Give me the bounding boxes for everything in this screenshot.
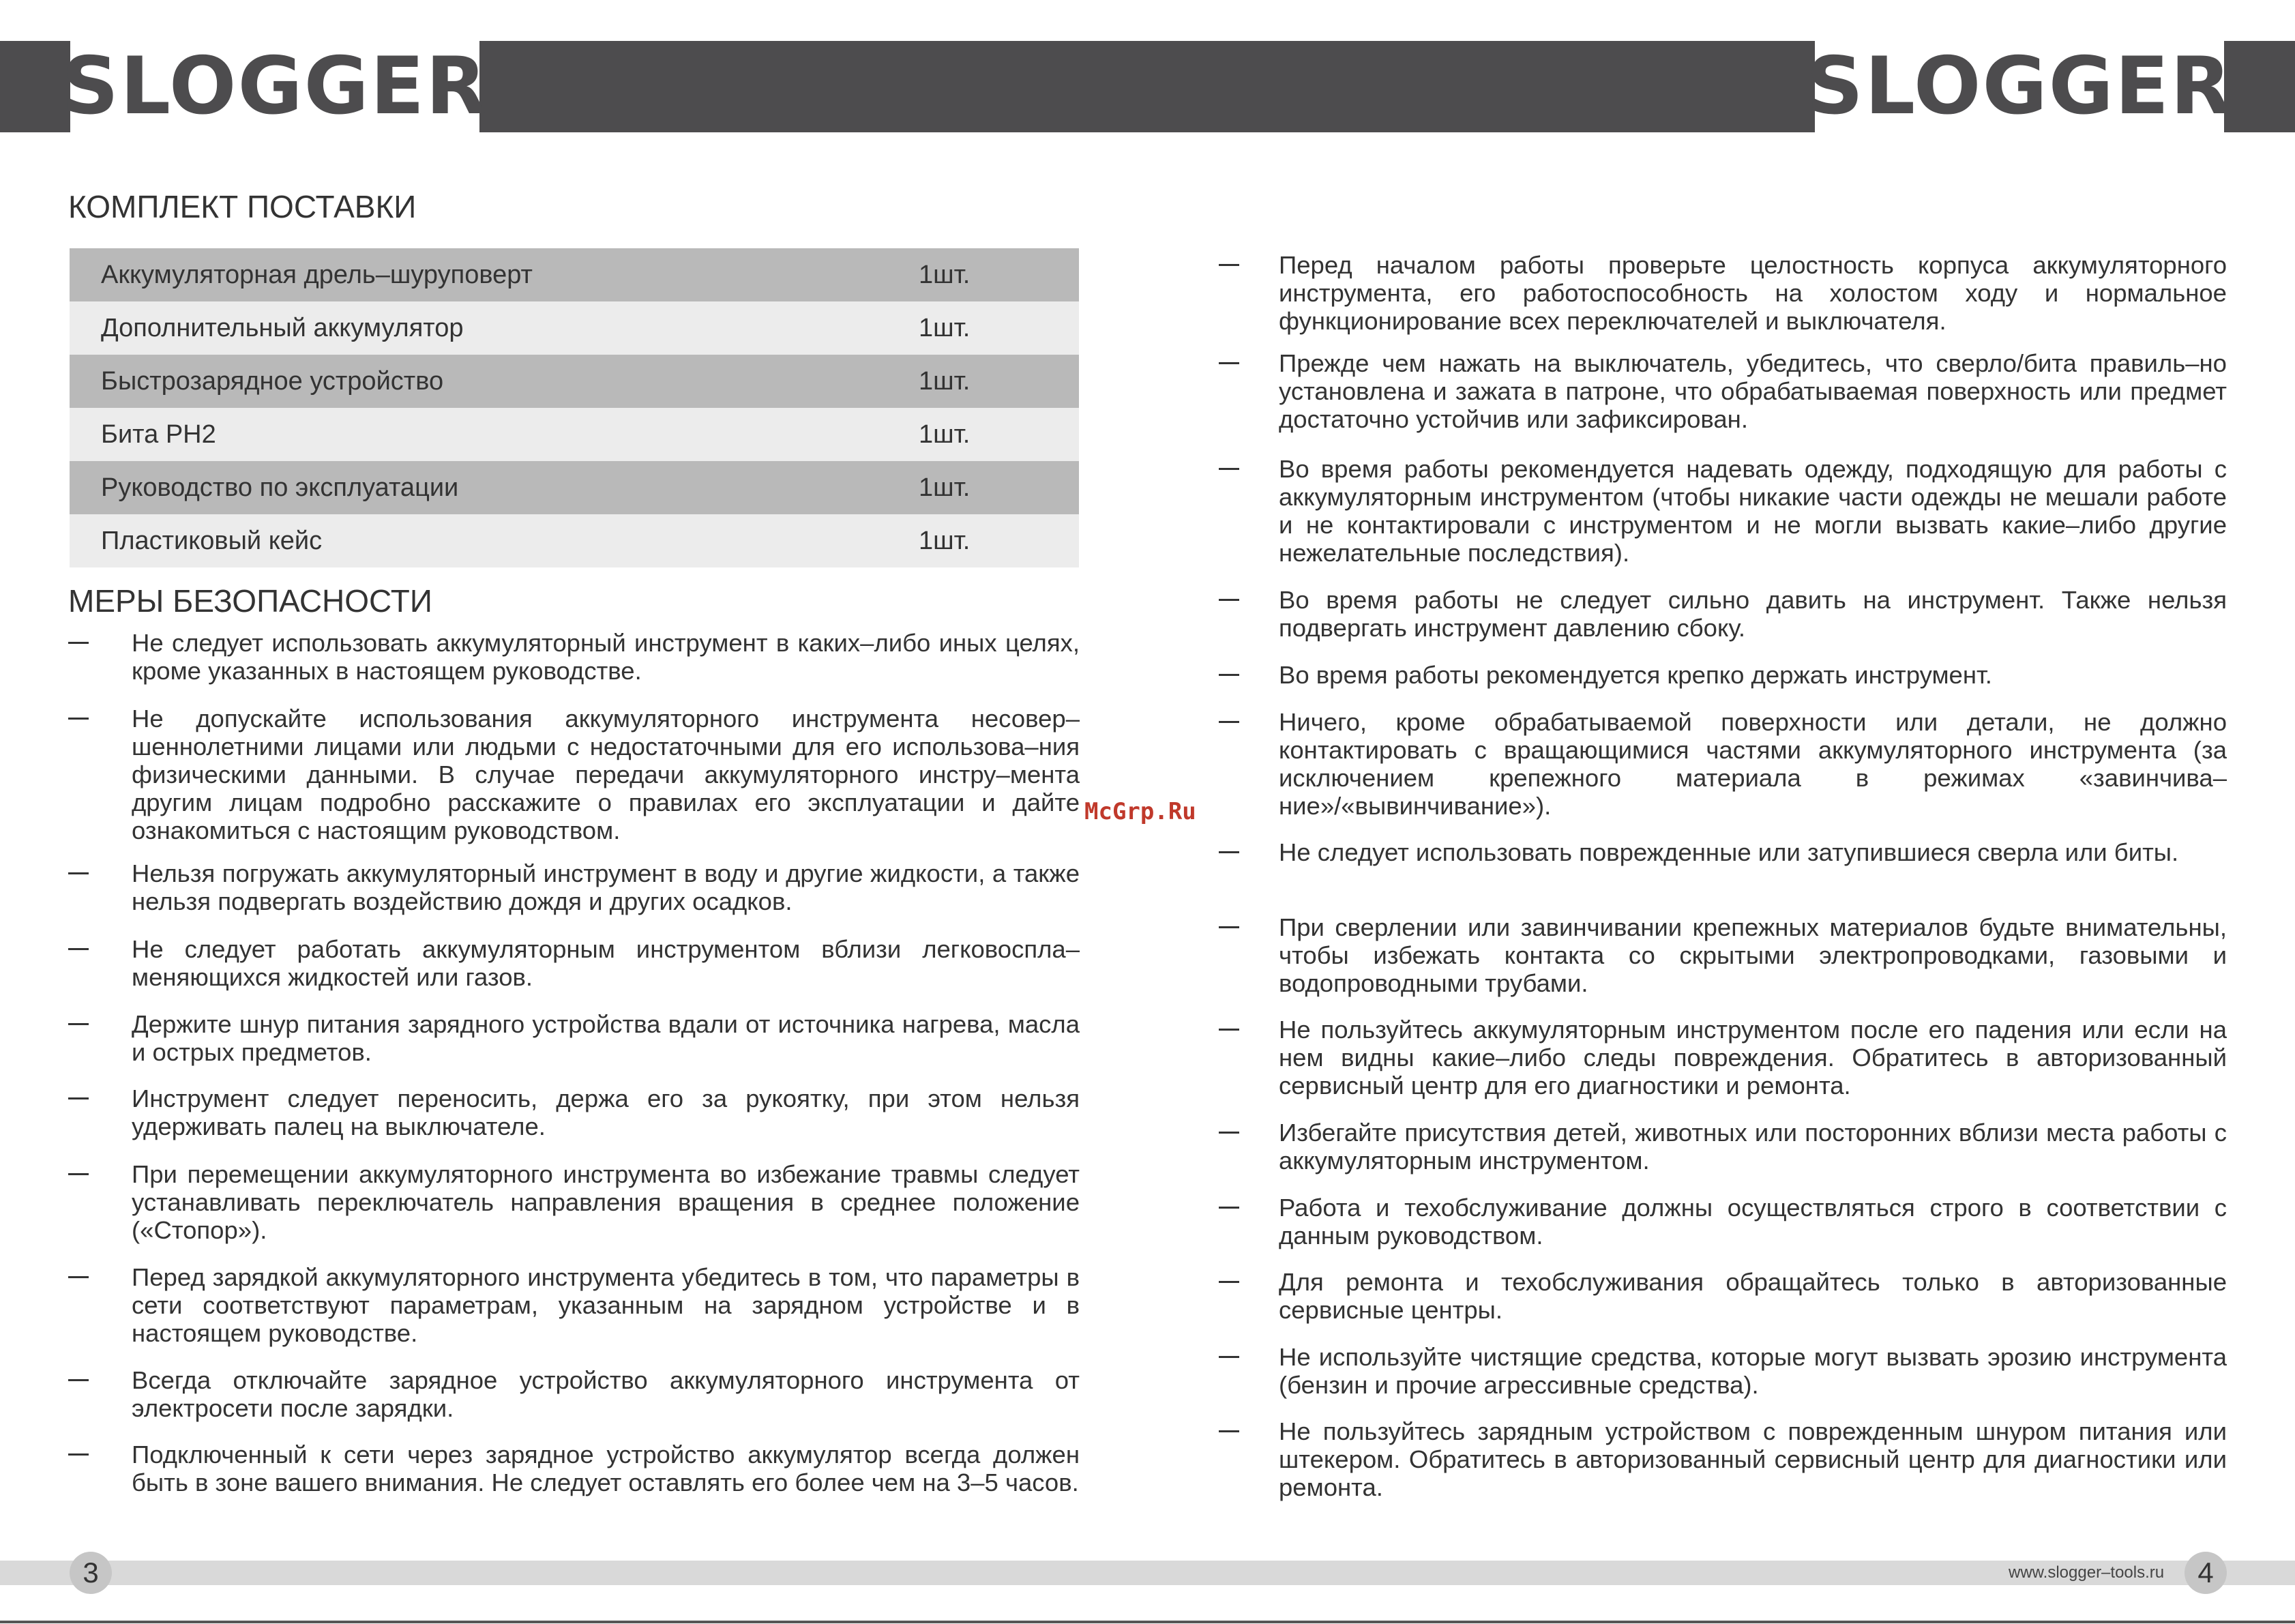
dash-bullet-icon [1219, 1132, 1239, 1134]
kit-item-qty: 1шт. [919, 260, 971, 289]
safety-item: Работа и техобслуживание должны осуществляться строго в соответствии с данным руководством. [1279, 1194, 2227, 1250]
footer-bar [0, 1561, 2295, 1585]
kit-row [70, 301, 1079, 355]
safety-item: Не пользуйтесь зарядным устройством с поврежденным шнуром питания или штекером. Обратитесь в авторизованный сервисный центр для диагностики или ремонта. [1279, 1417, 2227, 1501]
dash-bullet-icon [68, 1379, 89, 1381]
safety-item: Не пользуйтесь аккумуляторным инструментом после его падения или если на нем видны какие–либо следы повреждения. Обратитесь в авторизованный сервисный центр для его диагностики и ремонта. [1279, 1016, 2227, 1099]
kit-item-name: Быстрозарядное устройство [101, 366, 444, 396]
safety-item: Прежде чем нажать на выключатель, убедитесь, что сверло/бита правиль–но установлена и зажата в патроне, что обрабатываемая поверхность или предмет достаточно устойчив или зафиксирован. [1279, 349, 2227, 433]
safety-item: Не следует работать аккумуляторным инструментом вблизи легковоспла–меняющихся жидкостей или газов. [132, 935, 1080, 991]
bottom-divider [0, 1621, 2295, 1623]
kit-item-name: Руководство по эксплуатации [101, 473, 459, 502]
dash-bullet-icon [1219, 1430, 1239, 1432]
safety-item: Перед началом работы проверьте целостность корпуса аккумуляторного инструмента, его работоспособность на холостом ходу и нормальное функционирование всех переключателей и выключателя. [1279, 251, 2227, 335]
safety-item: Во время работы рекомендуется крепко держать инструмент. [1279, 661, 1992, 689]
dash-bullet-icon [1219, 721, 1239, 723]
logo-left-text: SLOGGER [61, 40, 488, 132]
safety-item: Инструмент следует переносить, держа его за рукоятку, при этом нельзя удерживать палец на выключателе. [132, 1084, 1080, 1140]
kit-row [70, 408, 1079, 461]
kit-item-qty: 1шт. [919, 473, 971, 502]
dash-bullet-icon [1219, 1281, 1239, 1283]
safety-item: Держите шнур питания зарядного устройства вдали от источника нагрева, масла и острых предметов. [132, 1010, 1080, 1066]
page-number-left: 3 [70, 1552, 112, 1594]
kit-item-qty: 1шт. [919, 419, 971, 449]
safety-item: При сверлении или завинчивании крепежных материалов будьте внимательны, чтобы избежать контакта со скрытыми электропроводками, газовыми и водопроводными трубами. [1279, 913, 2227, 997]
kit-item-name: Дополнительный аккумулятор [101, 313, 464, 342]
safety-title: МЕРЫ БЕЗОПАСНОСТИ [68, 583, 432, 619]
watermark: McGrp.Ru [1084, 798, 1196, 825]
kit-item-qty: 1шт. [919, 526, 971, 555]
kit-row [70, 355, 1079, 408]
safety-item: Для ремонта и техобслуживания обращайтесь только в авторизованные сервисные центры. [1279, 1268, 2227, 1324]
kit-item-name: Аккумуляторная дрель–шуруповерт [101, 260, 533, 289]
kit-row [70, 514, 1079, 567]
safety-item: Всегда отключайте зарядное устройство аккумуляторного инструмента от электросети после зарядки. [132, 1366, 1080, 1422]
dash-bullet-icon [1219, 468, 1239, 470]
safety-item: Во время работы рекомендуется надевать одежду, подходящую для работы с аккумуляторным инструментом (чтобы никакие части одежды не мешали работе и не контактировали с инструментом и не могли вызвать какие–либо другие нежелательные последствия). [1279, 455, 2227, 567]
kit-row [70, 461, 1079, 514]
kit-item-name: Пластиковый кейс [101, 526, 323, 555]
dash-bullet-icon [1219, 851, 1239, 853]
logo-left [61, 40, 488, 132]
website-link[interactable]: www.slogger–tools.ru [2009, 1563, 2165, 1582]
dash-bullet-icon [1219, 1207, 1239, 1209]
safety-item: Не следует использовать аккумуляторный инструмент в каких–либо иных целях, кроме указанных в настоящем руководстве. [132, 629, 1080, 685]
safety-item: Во время работы не следует сильно давить на инструмент. Также нельзя подвергать инструмент давлению сбоку. [1279, 586, 2227, 642]
dash-bullet-icon [1219, 926, 1239, 928]
logo-right [1806, 40, 2233, 132]
safety-item: Подключенный к сети через зарядное устройство аккумулятор всегда должен быть в зоне вашего внимания. Не следует оставлять его более чем на 3–5 часов. [132, 1441, 1080, 1496]
kit-item-qty: 1шт. [919, 313, 971, 342]
dash-bullet-icon [1219, 264, 1239, 266]
kit-item-name: Бита PH2 [101, 419, 216, 449]
dash-bullet-icon [68, 1097, 89, 1099]
dash-bullet-icon [68, 872, 89, 874]
kit-title: КОМПЛЕКТ ПОСТАВКИ [68, 189, 417, 224]
dash-bullet-icon [1219, 1029, 1239, 1031]
kit-row [70, 248, 1079, 301]
dash-bullet-icon [68, 1276, 89, 1278]
safety-item: Не допускайте использования аккумуляторного инструмента несовер–шеннолетними лицами или людьми с недостаточными для его использова–ния физическими данными. В случае передачи аккумуляторного инстру–мента другим лицам подробно расскажите о правилах его эксплуатации и дайте ознакомиться с настоящим руководством. [132, 705, 1080, 844]
safety-item: Не следует использовать поврежденные или затупившиеся сверла или биты. [1279, 838, 2179, 866]
kit-item-qty: 1шт. [919, 366, 971, 396]
dash-bullet-icon [1219, 674, 1239, 676]
dash-bullet-icon [68, 1023, 89, 1025]
dash-bullet-icon [68, 642, 89, 644]
safety-item: При перемещении аккумуляторного инструмента во избежание травмы следует устанавливать переключатель направления вращения в среднее положение («Стопор»). [132, 1160, 1080, 1244]
safety-item: Ничего, кроме обрабатываемой поверхности или детали, не должно контактировать с вращающимися частями аккумуляторного инструмента (за исключением крепежного материала в режимах «завинчива–ние»/«вывинчивание»). [1279, 708, 2227, 820]
safety-item: Не используйте чистящие средства, которые могут вызвать эрозию инструмента (бензин и прочие агрессивные средства). [1279, 1343, 2227, 1399]
dash-bullet-icon [68, 718, 89, 720]
safety-item: Перед зарядкой аккумуляторного инструмента убедитесь в том, что параметры в сети соответствуют параметрам, указанным на зарядном устройстве и в настоящем руководстве. [132, 1263, 1080, 1347]
safety-item: Нельзя погружать аккумуляторный инструмент в воду и другие жидкости, а также нельзя подвергать воздействию дождя и других осадков. [132, 859, 1080, 915]
dash-bullet-icon [1219, 362, 1239, 364]
page-number-right: 4 [2185, 1552, 2227, 1594]
logo-right-text: SLOGGER [1806, 40, 2233, 132]
dash-bullet-icon [1219, 1356, 1239, 1358]
dash-bullet-icon [1219, 599, 1239, 601]
dash-bullet-icon [68, 948, 89, 950]
dash-bullet-icon [68, 1173, 89, 1175]
dash-bullet-icon [68, 1453, 89, 1456]
safety-item: Избегайте присутствия детей, животных или посторонних вблизи места работы с аккумуляторным инструментом. [1279, 1119, 2227, 1175]
kit-table [70, 248, 1079, 567]
